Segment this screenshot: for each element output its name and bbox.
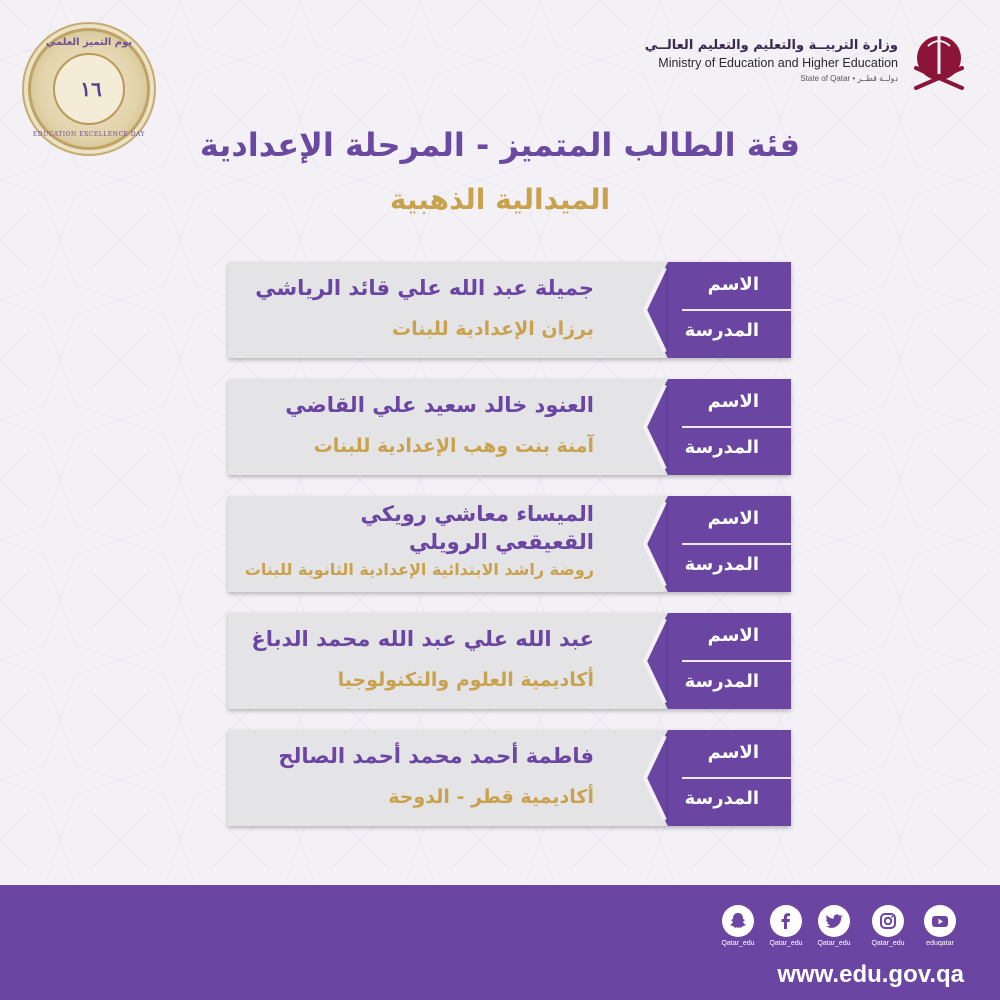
school-label: المدرسة — [684, 320, 759, 341]
label-panel — [668, 496, 791, 592]
social-youtube[interactable] — [910, 905, 970, 947]
qatar-emblem-icon — [908, 28, 970, 96]
school-label: المدرسة — [684, 671, 759, 692]
winner-card — [228, 379, 791, 475]
winner-name: جميلة عبد الله علي قائد الرياشي — [255, 276, 594, 300]
ministry-state: State of Qatar • دولــة قطــر — [800, 74, 898, 83]
school-label: المدرسة — [684, 437, 759, 458]
social-twitter[interactable] — [804, 905, 864, 947]
name-label: الاسم — [707, 508, 759, 529]
social-instagram[interactable] — [858, 905, 918, 947]
winner-card — [228, 262, 791, 358]
label-panel — [668, 262, 791, 358]
winner-school: برزان الإعدادية للبنات — [391, 318, 594, 340]
winner-name: الميساء معاشي رويكي القعيقعي الرويلي — [360, 502, 594, 554]
seal-arabic-text: يوم التميز العلمي — [45, 37, 133, 48]
name-label: الاسم — [707, 391, 759, 412]
winner-name: العنود خالد سعيد علي القاضي — [285, 393, 594, 417]
seal-english-text: EDUCATION EXCELLENCE DAY — [32, 131, 146, 138]
seal-center — [53, 53, 125, 125]
instagram-icon[interactable] — [872, 905, 904, 937]
social-handle: Qatar_edu — [871, 940, 905, 947]
youtube-icon[interactable] — [924, 905, 956, 937]
ministry-name-english: Ministry of Education and Higher Education — [658, 56, 898, 70]
winner-name: فاطمة أحمد محمد أحمد الصالح — [278, 744, 594, 768]
winner-school: آمنة بنت وهب الإعدادية للبنات — [313, 435, 594, 457]
ministry-logo — [630, 28, 970, 98]
winner-card — [228, 496, 791, 592]
label-panel — [668, 730, 791, 826]
twitter-icon[interactable] — [818, 905, 850, 937]
winner-school: روضة راشد الابتدائية الإعدادية الثانوية للبنات — [244, 560, 594, 579]
ministry-name-arabic: وزارة التربيــة والتعليم والتعليم العالــي — [644, 38, 898, 53]
winner-name: عبد الله علي عبد الله محمد الدباغ — [251, 627, 594, 651]
label-divider — [682, 777, 791, 779]
website-link[interactable]: www.edu.gov.qa — [777, 961, 964, 988]
snapchat-icon[interactable] — [722, 905, 754, 937]
social-handle: eduqatar — [926, 940, 954, 947]
social-handle: Qatar_edu — [721, 940, 755, 947]
seal-number: ١٦ — [80, 77, 102, 101]
social-handle: Qatar_edu — [769, 940, 803, 947]
label-panel — [668, 613, 791, 709]
label-divider — [682, 543, 791, 545]
winner-school: أكاديمية قطر - الدوحة — [388, 786, 594, 808]
label-divider — [682, 426, 791, 428]
winner-card — [228, 730, 791, 826]
facebook-icon[interactable] — [770, 905, 802, 937]
page-title: فئة الطالب المتميز - المرحلة الإعدادية — [199, 126, 801, 164]
school-label: المدرسة — [684, 554, 759, 575]
social-handle: Qatar_edu — [817, 940, 851, 947]
winner-school: أكاديمية العلوم والتكنولوجيا — [337, 669, 594, 691]
page-subtitle: الميدالية الذهبية — [389, 183, 611, 216]
winner-card — [228, 613, 791, 709]
label-divider — [682, 309, 791, 311]
label-divider — [682, 660, 791, 662]
name-label: الاسم — [707, 274, 759, 295]
name-label: الاسم — [707, 742, 759, 763]
label-panel — [668, 379, 791, 475]
name-label: الاسم — [707, 625, 759, 646]
school-label: المدرسة — [684, 788, 759, 809]
footer-bar — [0, 885, 1000, 1000]
